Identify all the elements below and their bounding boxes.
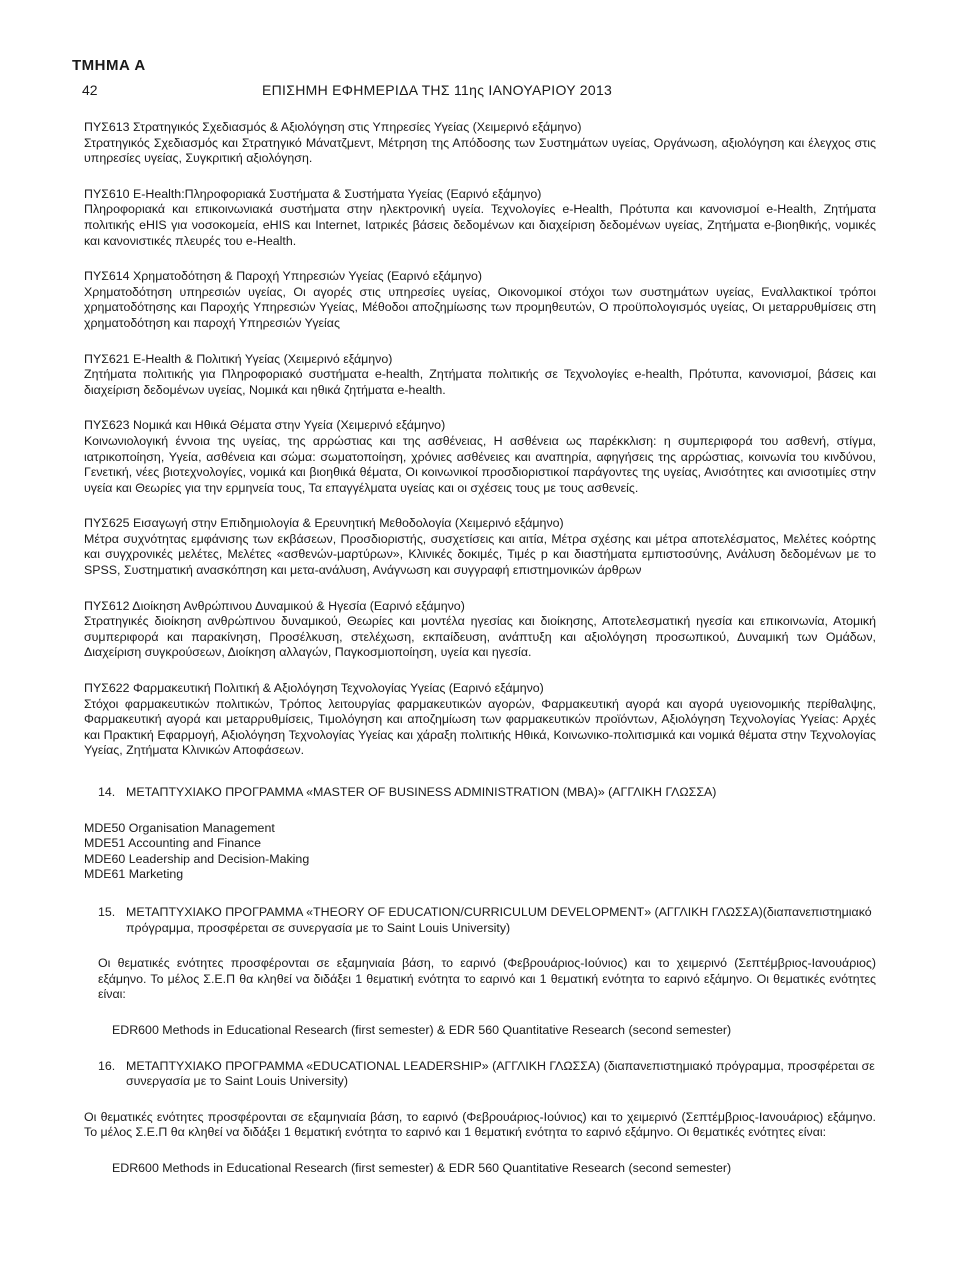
course-entry: [84, 516, 876, 578]
course-entry: [84, 120, 876, 167]
course-description: Πληροφοριακά και επικοινωνιακά συστήματα στην ηλεκτρονική υγεία. Τεχνολογίες e-Health, Πρότυπα και κανονισμοί e-Health, Ζητήματα πολιτικής eHIS για νοσοκομεία, eHIS και Internet, Ιατρικές βάσεις δεδομένων και διαχείριση δεδομένων υγείας, Ζητήματα e-βιοηθικής, νομικές και κανονιστικές πλευρές του e-Health.: [84, 202, 876, 248]
program-title: ΜΕΤΑΠΤΥΧΙΑΚΟ ΠΡΟΓΡΑΜΜΑ «THEORY OF EDUCATION/CURRICULUM DEVELOPMENT» (ΑΓΓΛΙΚΗ ΓΛΩΣΣΑ)(διαπανεπιστημιακό πρόγραμμα, προσφέρεται σε συνεργασία με το Saint Louis University): [126, 904, 872, 935]
course-title: ΠΥΣ621 E-Health & Πολιτική Υγείας (Χειμερινό εξάμηνο): [84, 351, 393, 366]
program-number: 16.: [98, 1058, 116, 1073]
course-entry: [84, 269, 876, 331]
course-description: Κοινωνιολογική έννοια της υγείας, της αρρώστιας και της ασθένειας, Η ασθένεια ως παρέκκλιση: η συμπεριφορά του ασθενή, στίγμα, ιατρικοποίηση, Υγεία, ασθένεια και σώμα: σωματοποίηση, χρόνιες ασθένειες και αναπηρία, αφηγήσεις της αρρώστιας, κοινωνία του κινδύνου, Γενετική, νέες βιοτεχνολογίες, νομικά και βιοηθικά θέματα, Οι κοινωνικοί προσδιοριστικοί παράγοντες της υγείας, Ανισότητες και ανισοτιμίες στην υγεία και Θεωρίες για την ερμηνεία τους, Τα επαγγέλματα υγείας και οι σχέσεις τους με τους ασθενείς.: [84, 433, 876, 495]
course-entry: [84, 681, 876, 759]
program-heading: [84, 785, 876, 801]
course-description: Στρατηγικές διοίκηση ανθρώπινου δυναμικού, Θεωρίες και μοντέλα ηγεσίας και διοίκησης, Αποτελεσματική ηγεσία και επικοινωνία, Ατομική συμπεριφορά και παρακίνηση, Προσέλκυση, στελέχωση, εκπαίδευση, ανάπτυξη και αξιολόγηση προσωπικού, Δυναμική των Ομάδων, Διαχείριση συγκρούσεων, Διοίκηση αλλαγών, Παγκοσμιοποίηση, υγεία και ηγεσία.: [84, 614, 876, 660]
course-entry: [84, 187, 876, 249]
program-heading: [84, 1059, 876, 1090]
course-description: Μέτρα συχνότητας εμφάνισης των εκβάσεων, Προσδιοριστής, συσχετίσεις και αιτία, Μέτρα σχέσης και μέτρα αποτελέσματος, Μελέτες κοόρτης και συγχρονικές μελέτες, Μελέτες «ασθενών-μαρτύρων», Κλινικές δοκιμές, Τιμές p και διαστήματα εμπιστοσύνης, Ανάλυση δεδομένων με το SPSS, Συστηματική ανασκόπηση και μετα-ανάλυση, Ανάγνωση και συγγραφή επιστημονικών άρθρων: [84, 531, 876, 578]
course-entry: [84, 418, 876, 496]
course-description: Στόχοι φαρμακευτικών πολιτικών, Τρόπος λειτουργίας φαρμακευτικών αγορών, Φαρμακευτική αγορά και αγορά υγειονομικής περίθαλψης, Φαρμακευτική αγορά και μεταρρυθμίσεις, Τιμολόγηση και αποζημίωση των φαρμακευτικών προϊόντων, Αξιολόγηση Τεχνολογίας Υγείας: Αρχές και Πρακτική Εφαρμογή, Αξιολόγηση Τεχνολογίας Υγείας και χάραξη πολιτικής Ηθικά, Κοινωνικο-πολιτισμικά και νομικά θέματα στην Τεχνολογίας Υγείας, Ζητήματα Κλινικών Αποφάσεων.: [84, 696, 876, 758]
course-title: ΠΥΣ622 Φαρμακευτική Πολιτική & Αξιολόγηση Τεχνολογίας Υγείας (Εαρινό εξάμηνο): [84, 681, 544, 696]
program-title: ΜΕΤΑΠΤΥΧΙΑΚΟ ΠΡΟΓΡΑΜΜΑ «MASTER OF BUSINESS ADMINISTRATION (MBA)» (ΑΓΓΛΙΚΗ ΓΛΩΣΣΑ): [126, 785, 717, 799]
program-number: 14.: [98, 785, 116, 799]
course-entry: [84, 352, 876, 399]
course-description: Στρατηγικός Σχεδιασμός και Στρατηγικό Μάνατζμεντ, Μέτρηση της Απόδοσης των Συστημάτων υγείας, Οργάνωση, αξιολόγηση και έλεγχος στις υπηρεσίες υγείας, Συγκριτική αξιολόγηση.: [84, 135, 876, 166]
course-title: ΠΥΣ612 Διοίκηση Ανθρώπινου Δυναμικού & Ηγεσία (Εαρινό εξάμηνο): [84, 598, 465, 613]
course-description: Χρηματοδότηση υπηρεσιών υγείας, Οι αγορές στις υπηρεσίες υγείας, Οικονομικοί στόχοι των συστημάτων υγείας, Εναλλακτικοί τρόποι χρηματοδότησης και Παροχής Υπηρεσιών Υγείας, Μέθοδοι αποζημίωσης των προμηθευτών, Ο προϋπολογισμός υγείας, Οι μεταρρυθμίσεις στη χρηματοδότηση και παροχή Υπηρεσιών Υγείας: [84, 284, 876, 330]
module-item: MDE60 Leadership and Decision-Making: [84, 851, 310, 866]
course-title: ΠΥΣ610 E-Health:Πληροφοριακά Συστήματα & Συστήματα Υγείας (Εαρινό εξάμηνο): [84, 186, 542, 201]
program-heading: [84, 905, 876, 936]
program-number: 15.: [98, 904, 116, 919]
module-item: MDE51 Accounting and Finance: [84, 836, 262, 851]
module-item: MDE61 Marketing: [84, 867, 184, 882]
course-title: ΠΥΣ623 Νομικά και Ηθικά Θέματα στην Υγεία (Χειμερινό εξάμηνο): [84, 418, 446, 433]
program-title: ΜΕΤΑΠΤΥΧΙΑΚΟ ΠΡΟΓΡΑΜΜΑ «EDUCATIONAL LEADERSHIP» (ΑΓΓΛΙΚΗ ΓΛΩΣΣΑ) (διαπανεπιστημιακό πρόγραμμα, προσφέρεται σε συνεργασία με το Saint Louis University): [126, 1058, 875, 1089]
program-units: EDR600 Methods in Educational Research (first semester) & EDR 560 Quantitative Research (second semester): [112, 1160, 732, 1175]
program-section: [84, 1059, 876, 1177]
module-item: MDE50 Organisation Management: [84, 820, 275, 835]
course-title: ΠΥΣ614 Χρηματοδότηση & Παροχή Υπηρεσιών Υγείας (Εαρινό εξάμηνο): [84, 269, 483, 284]
page-number: 42: [82, 82, 98, 98]
page-content: [84, 120, 876, 1197]
program-section: [84, 785, 876, 883]
course-title: ΠΥΣ613 Στρατηγικός Σχεδιασμός & Αξιολόγηση στις Υπηρεσίες Υγείας (Χειμερινό εξάμηνο): [84, 120, 582, 134]
section-label: ΤΜΗΜΑ Α: [72, 57, 146, 74]
program-section: [84, 905, 876, 1039]
program-intro: Οι θεματικές ενότητες προσφέρονται σε εξαμηνιαία βάση, το εαρινό (Φεβρουάριος-Ιούνιος) και το χειμερινό (Σεπτέμβριος-Ιανουάριος) εξάμηνο. Το μέλος Σ.Ε.Π θα κληθεί να διδάξει 1 θεματική ενότητα το εαρινό και 1 θεματική ενότητα το εαρινό εξάμηνο. Οι θεματικές ενότητες είναι:: [98, 956, 876, 1002]
program-units: EDR600 Methods in Educational Research (first semester) & EDR 560 Quantitative Research (second semester): [112, 1022, 732, 1037]
module-list: [84, 821, 876, 883]
page-header: [82, 82, 902, 102]
program-intro: Οι θεματικές ενότητες προσφέρονται σε εξαμηνιαία βάση, το εαρινό (Φεβρουάριος-Ιούνιος) και το χειμερινό (Σεπτέμβριος-Ιανουάριος) εξάμηνο. Το μέλος Σ.Ε.Π θα κληθεί να διδάξει 1 θεματική ενότητα το εαρινό και 1 θεματική ενότητα το εαρινό εξάμηνο. Οι θεματικές ενότητες είναι:: [84, 1109, 876, 1140]
gazette-title: ΕΠΙΣΗΜΗ ΕΦΗΜΕΡΙΔΑ ΤΗΣ 11ης ΙΑΝΟΥΑΡΙΟΥ 2013: [262, 82, 613, 98]
course-description: Ζητήματα πολιτικής για Πληροφοριακό συστήματα e-health, Ζητήματα πολιτικής σε Τεχνολογίες e-health, Πρότυπα, κανονισμοί, βάσεις και διαχείριση δεδομένων υγείας, Νομικά και ηθικά ζητήματα e-health.: [84, 367, 876, 397]
course-entry: [84, 599, 876, 661]
course-title: ΠΥΣ625 Εισαγωγή στην Επιδημιολογία & Ερευνητική Μεθοδολογία (Χειμερινό εξάμηνο): [84, 516, 564, 531]
